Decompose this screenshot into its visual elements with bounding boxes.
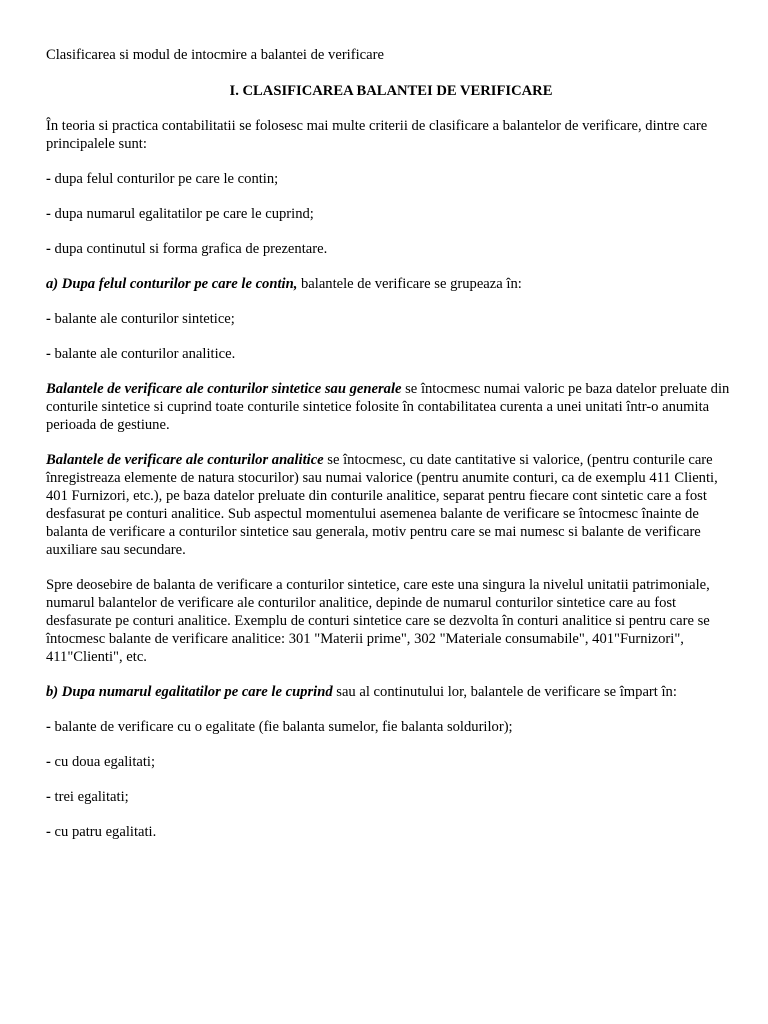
sintetice-lead: Balantele de verificare ale conturilor sintetice sau generale xyxy=(46,381,402,397)
section-b-rest: sau al continutului lor, balantele de verificare se împart în: xyxy=(332,684,677,700)
section-b-item xyxy=(46,823,736,841)
section-b-paragraph xyxy=(46,683,736,701)
criteria-text: dupa continutul si forma grafica de prezentare. xyxy=(50,241,328,257)
criteria-text: dupa felul conturilor pe care le contin; xyxy=(50,171,279,187)
section-a-paragraph xyxy=(46,275,736,293)
bullet-marker: - xyxy=(46,719,51,735)
bullet-marker: - xyxy=(46,171,51,187)
section-b-item-text: cu doua egalitati; xyxy=(50,754,156,770)
section-a-item-text: balante ale conturilor analitice. xyxy=(50,346,236,362)
sintetice-rest: se întocmesc numai valoric pe baza datelor preluate din conturile sintetice si cuprind toate conturile sintetice folosite în contabilitatea curenta a unei unitati într-o anumita perioada de gestiune. xyxy=(46,381,730,433)
intro-paragraph: În teoria si practica contabilitatii se folosesc mai multe criterii de clasificare a balantelor de verificare, dintre care principalele sunt: xyxy=(46,118,708,152)
bullet-marker: - xyxy=(46,346,51,362)
bullet-marker: - xyxy=(46,241,51,257)
deosebire-paragraph: Spre deosebire de balanta de verificare a conturilor sintetice, care este una singura la nivelul unitatii patrimoniale, numarul balantelor de verificare ale conturilor analitice, depinde de numarul conturilor sintetice care au fost desfasurate pe conturi analitice. Exemplu de conturi sintetice care se dezvolta în conturi analitice si pentru care se întocmesc balante de verificare analitice: 301 "Materii prime", 302 "Materiale consumabile", 401"Furnizori", 411"Clienti", etc. xyxy=(46,577,710,665)
criteria-item xyxy=(46,205,736,223)
section-a-lead: a) Dupa felul conturilor pe care le contin, xyxy=(46,276,298,292)
section-b-item-text: cu patru egalitati. xyxy=(50,824,157,840)
section-b-item-text: trei egalitati; xyxy=(50,789,129,805)
criteria-text: dupa numarul egalitatilor pe care le cuprind; xyxy=(50,206,314,222)
section-b-item xyxy=(46,753,736,771)
bullet-marker: - xyxy=(46,311,51,327)
section-b-item xyxy=(46,788,736,806)
bullet-marker: - xyxy=(46,824,51,840)
section-b-lead: b) Dupa numarul egalitatilor pe care le cuprind xyxy=(46,684,333,700)
section-heading: I. CLASIFICAREA BALANTEI DE VERIFICARE xyxy=(229,83,553,99)
criteria-item xyxy=(46,240,736,258)
sintetice-paragraph xyxy=(46,380,736,434)
section-a-item xyxy=(46,310,736,328)
document-page xyxy=(46,46,736,858)
bullet-marker: - xyxy=(46,789,51,805)
document-title: Clasificarea si modul de intocmire a balantei de verificare xyxy=(46,47,384,63)
section-b-item-text: balante de verificare cu o egalitate (fie balanta sumelor, fie balanta soldurilor); xyxy=(50,719,513,735)
section-a-item xyxy=(46,345,736,363)
analitice-paragraph xyxy=(46,451,736,559)
bullet-marker: - xyxy=(46,206,51,222)
analitice-lead: Balantele de verificare ale conturilor analitice xyxy=(46,452,324,468)
section-a-rest: balantele de verificare se grupeaza în: xyxy=(297,276,522,292)
criteria-item xyxy=(46,170,736,188)
section-b-item xyxy=(46,718,736,736)
bullet-marker: - xyxy=(46,754,51,770)
section-a-item-text: balante ale conturilor sintetice; xyxy=(50,311,235,327)
analitice-rest: se întocmesc, cu date cantitative si valorice, (pentru conturile care înregistreaza elemente de natura stocurilor) sau numai valorice (pentru anumite conturi, ca de exemplu 411 Clienti, 401 Furnizori, etc.), pe baza datelor preluate din conturile analitice, separat pentru fiecare cont sintetic care a fost desfasurat pe conturi analitice. Sub aspectul momentului asemenea balante de verificare se întocmesc înainte de balanta de verificare a conturilor sintetice sau generala, motiv pentru care se mai numesc si balante de verificare auxiliare sau secundare. xyxy=(46,452,718,558)
